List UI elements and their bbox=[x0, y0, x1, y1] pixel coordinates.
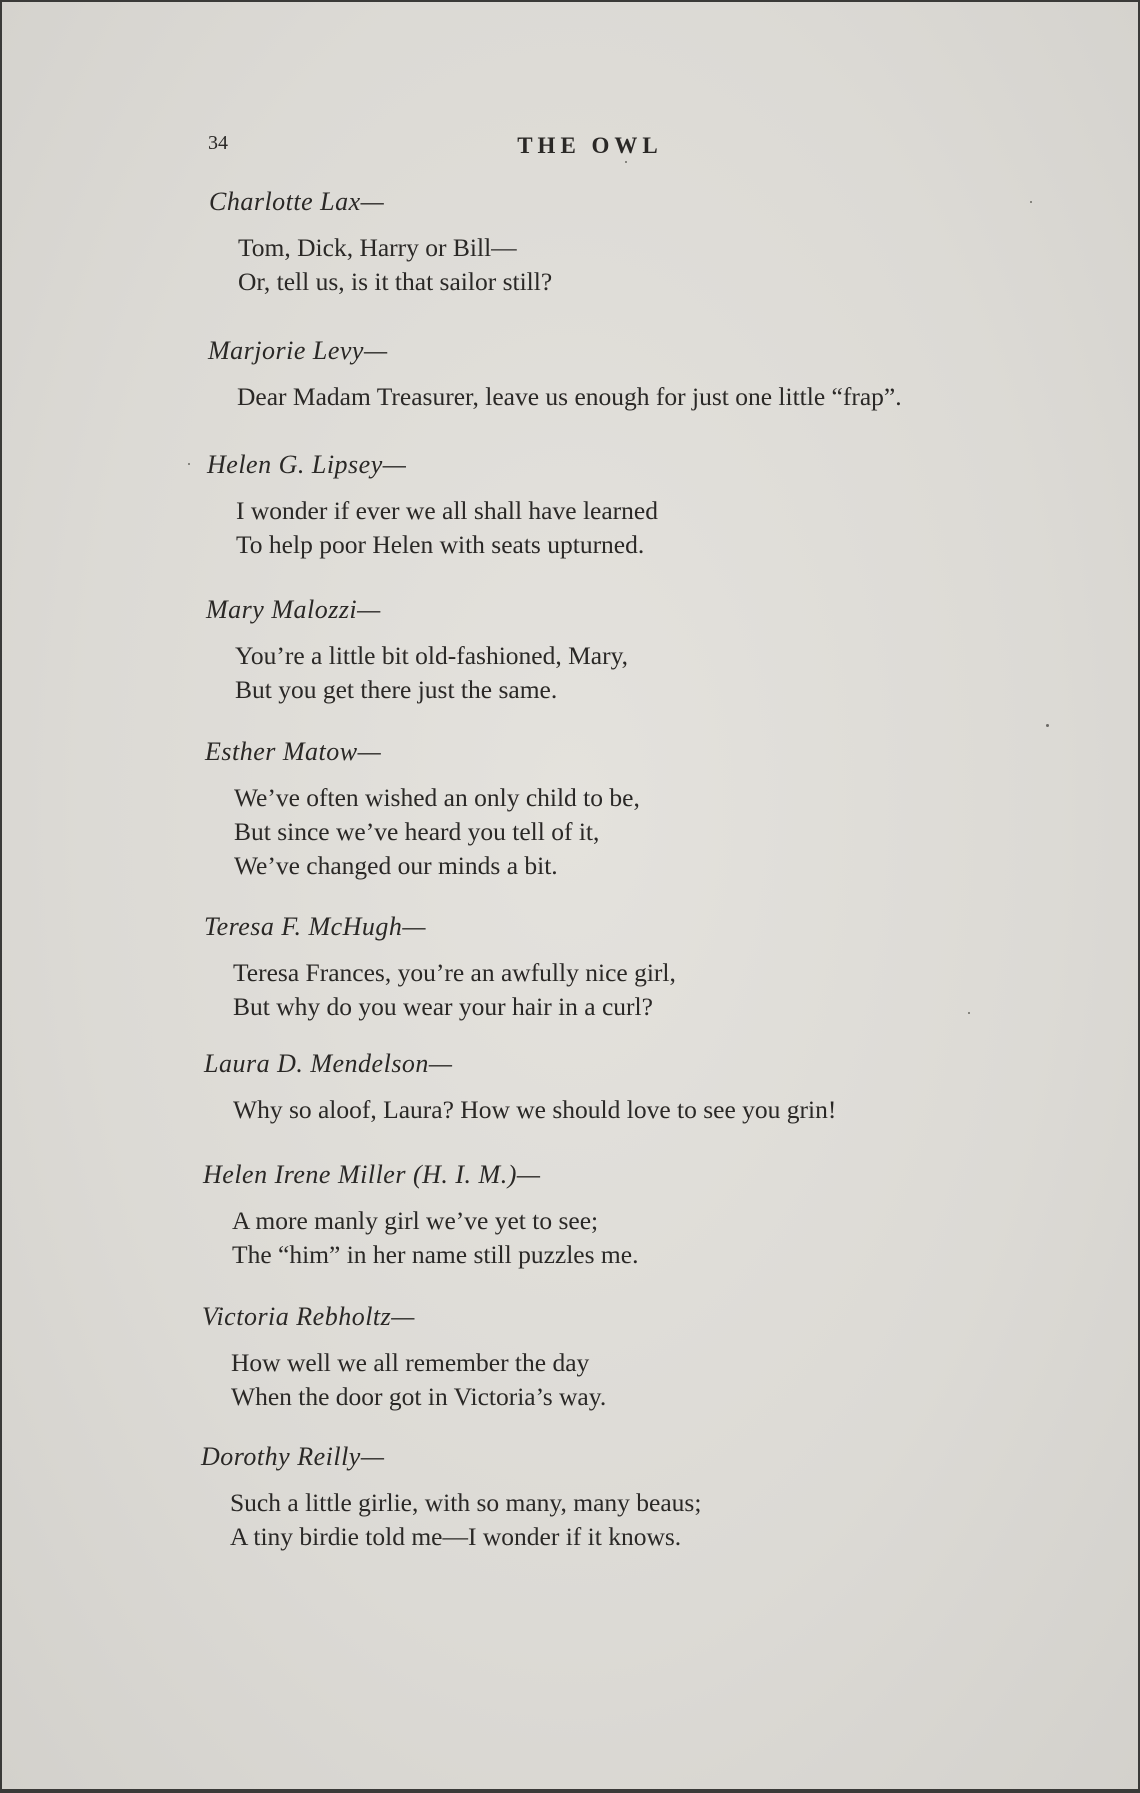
paper-speck bbox=[1046, 724, 1049, 727]
entry-verse bbox=[238, 231, 552, 299]
verse-line: You’re a little bit old-fashioned, Mary, bbox=[235, 641, 629, 670]
verse-line: The “him” in her name still puzzles me. bbox=[232, 1240, 639, 1269]
entry-verse bbox=[232, 1204, 638, 1272]
page-number: 34 bbox=[208, 132, 228, 154]
entry-name: Dorothy Reilly— bbox=[201, 1442, 385, 1471]
verse-line: We’ve changed our minds a bit. bbox=[234, 851, 558, 880]
paper-speck bbox=[968, 1012, 970, 1014]
entry-verse bbox=[236, 494, 658, 562]
verse-line: But why do you wear your hair in a curl? bbox=[233, 992, 653, 1021]
verse-line: But since we’ve heard you tell of it, bbox=[234, 817, 600, 846]
book-page bbox=[2, 2, 1138, 1789]
verse-line: When the door got in Victoria’s way. bbox=[231, 1382, 607, 1411]
entry-name: Victoria Rebholtz— bbox=[202, 1302, 415, 1331]
verse-line: Such a little girlie, with so many, many beaus; bbox=[230, 1488, 702, 1517]
entry bbox=[204, 1049, 836, 1127]
verse-line: Tom, Dick, Harry or Bill— bbox=[238, 233, 517, 262]
verse-line: Dear Madam Treasurer, leave us enough for just one little “frap”. bbox=[237, 382, 902, 411]
entry-verse bbox=[233, 1093, 836, 1127]
entry-verse bbox=[237, 380, 902, 414]
entry bbox=[205, 737, 640, 883]
verse-line: A more manly girl we’ve yet to see; bbox=[232, 1206, 599, 1235]
entry bbox=[204, 912, 676, 1024]
entry-name: Charlotte Lax— bbox=[209, 187, 385, 216]
entry-verse bbox=[234, 781, 640, 883]
entry bbox=[208, 336, 902, 414]
entry-name: Marjorie Levy— bbox=[208, 336, 388, 365]
entry bbox=[203, 1160, 638, 1272]
entry bbox=[206, 595, 628, 707]
verse-line: Why so aloof, Laura? How we should love to see you grin! bbox=[233, 1095, 837, 1124]
verse-line: We’ve often wished an only child to be, bbox=[234, 783, 640, 812]
verse-line: How well we all remember the day bbox=[231, 1348, 590, 1377]
entry-name: Helen Irene Miller (H. I. M.)— bbox=[203, 1160, 541, 1189]
entry-name: Esther Matow— bbox=[205, 737, 382, 766]
entry-name: Helen G. Lipsey— bbox=[207, 450, 407, 479]
running-title: THE OWL bbox=[517, 133, 663, 158]
paper-speck bbox=[188, 463, 190, 465]
entry bbox=[202, 1302, 606, 1414]
entry-verse bbox=[233, 956, 676, 1024]
verse-line: Or, tell us, is it that sailor still? bbox=[238, 267, 553, 296]
entry-name: Mary Malozzi— bbox=[206, 595, 381, 624]
entry-verse bbox=[230, 1486, 701, 1554]
entry-name: Laura D. Mendelson— bbox=[204, 1049, 453, 1078]
entry bbox=[209, 187, 552, 299]
paper-speck bbox=[625, 161, 627, 163]
entry bbox=[201, 1442, 701, 1554]
paper-speck bbox=[1030, 201, 1032, 203]
verse-line: Teresa Frances, you’re an awfully nice girl, bbox=[233, 958, 676, 987]
verse-line: A tiny birdie told me—I wonder if it knows. bbox=[230, 1522, 682, 1551]
entry-verse bbox=[235, 639, 628, 707]
entry-name: Teresa F. McHugh— bbox=[204, 912, 427, 941]
verse-line: I wonder if ever we all shall have learned bbox=[236, 496, 658, 525]
entry-verse bbox=[231, 1346, 606, 1414]
verse-line: To help poor Helen with seats upturned. bbox=[236, 530, 645, 559]
verse-line: But you get there just the same. bbox=[235, 675, 558, 704]
entry bbox=[207, 450, 658, 562]
